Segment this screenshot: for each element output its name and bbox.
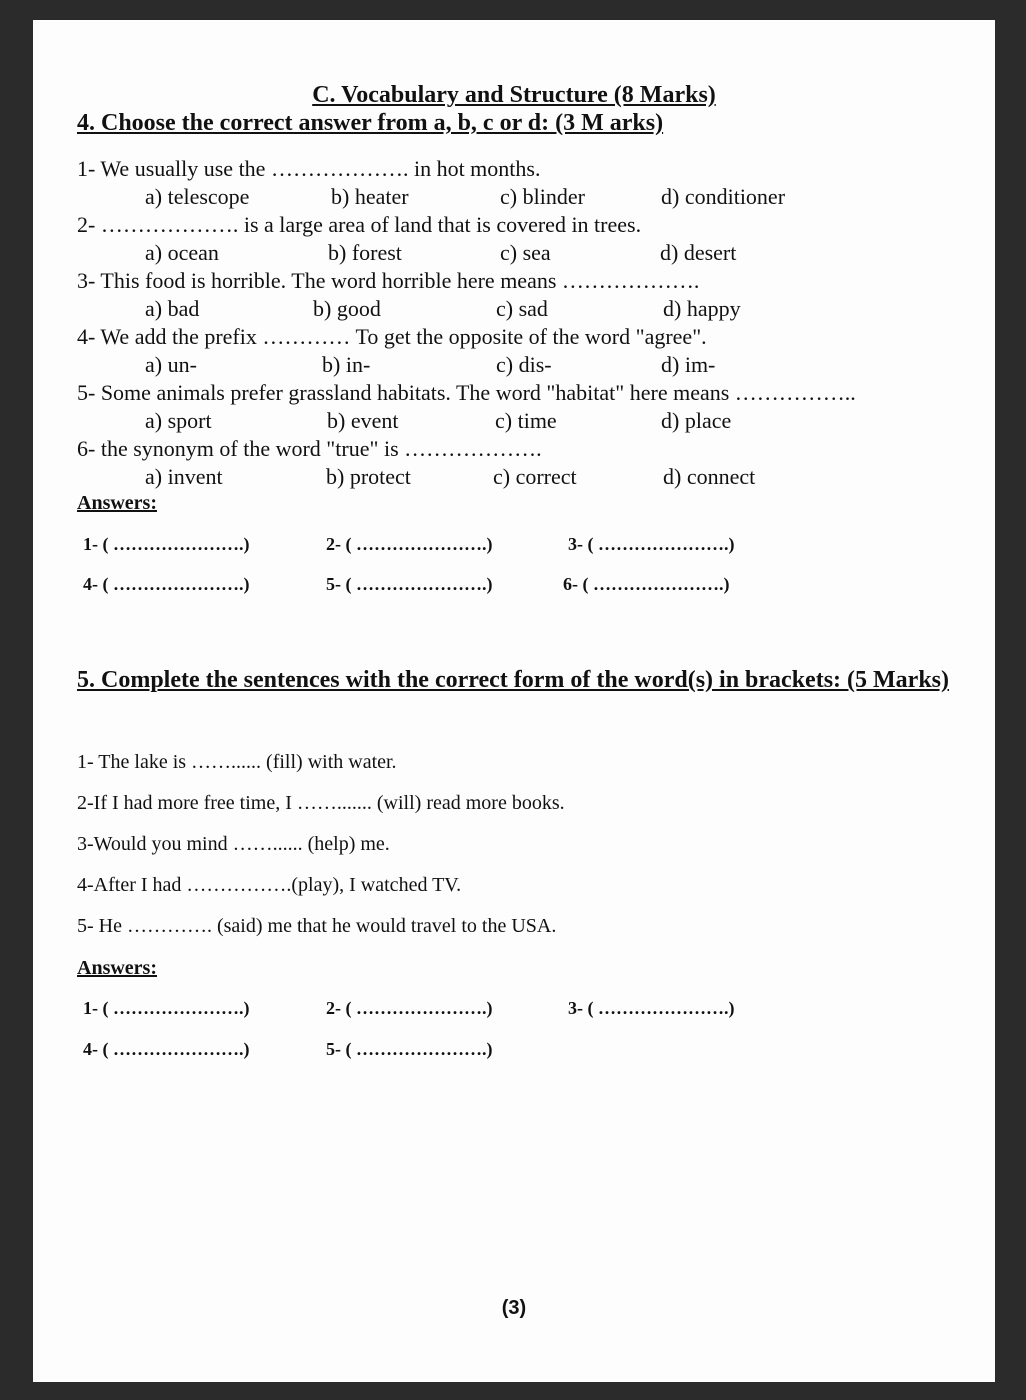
q5-answer-1: 1- ( ………………….) bbox=[83, 998, 250, 1018]
q4-answer-2: 2- ( ………………….) bbox=[326, 534, 493, 554]
q5-answer-3: 3- ( ………………….) bbox=[568, 998, 735, 1018]
mcq-2-option-b: b) forest bbox=[328, 240, 402, 265]
mcq-1-option-a: a) telescope bbox=[145, 184, 250, 209]
sentence-3: 3-Would you mind ……...... (help) me. bbox=[77, 833, 390, 855]
mcq-6-option-d: d) connect bbox=[663, 464, 756, 489]
mcq-5-option-c: c) time bbox=[495, 408, 557, 433]
mcq-4-option-c: c) dis- bbox=[496, 352, 552, 377]
sentence-4: 4-After I had …………….(play), I watched TV. bbox=[77, 874, 462, 896]
q4-answer-6: 6- ( ………………….) bbox=[563, 574, 730, 594]
q4-answer-4: 4- ( ………………….) bbox=[83, 574, 250, 594]
q5-answer-4: 4- ( ………………….) bbox=[83, 1039, 250, 1059]
section-title: C. Vocabulary and Structure (8 Marks) bbox=[312, 82, 716, 108]
q4-answer-1: 1- ( ………………….) bbox=[83, 534, 250, 554]
q5-answer-2: 2- ( ………………….) bbox=[326, 998, 493, 1018]
mcq-3-option-a: a) bad bbox=[145, 296, 200, 321]
q5-answers-label: Answers: bbox=[77, 957, 157, 979]
mcq-6-option-a: a) invent bbox=[145, 464, 223, 489]
mcq-2-option-a: a) ocean bbox=[145, 240, 219, 265]
mcq-1-option-c: c) blinder bbox=[500, 184, 585, 209]
mcq-question-5: 5- Some animals prefer grassland habitats. The word "habitat" here means …………….. bbox=[77, 380, 856, 405]
mcq-3-option-d: d) happy bbox=[663, 296, 741, 321]
mcq-3-option-c: c) sad bbox=[496, 296, 548, 321]
sentence-1: 1- The lake is ……...... (fill) with water. bbox=[77, 751, 397, 773]
question-5-heading: 5. Complete the sentences with the correct form of the word(s) in brackets: (5 Marks) bbox=[77, 667, 950, 693]
q5-answer-5: 5- ( ………………….) bbox=[326, 1039, 493, 1059]
mcq-5-option-d: d) place bbox=[661, 408, 732, 433]
sentence-5: 5- He …………. (said) me that he would travel to the USA. bbox=[77, 915, 557, 937]
mcq-1-option-b: b) heater bbox=[331, 184, 409, 209]
mcq-4-option-a: a) un- bbox=[145, 352, 197, 377]
page-number: (3) bbox=[501, 1297, 527, 1319]
mcq-question-6: 6- the synonym of the word "true" is ………………. bbox=[77, 436, 542, 461]
mcq-question-4: 4- We add the prefix ………… To get the opposite of the word "agree". bbox=[77, 324, 707, 349]
mcq-5-option-b: b) event bbox=[327, 408, 399, 433]
mcq-5-option-a: a) sport bbox=[145, 408, 212, 433]
q4-answer-3: 3- ( ………………….) bbox=[568, 534, 735, 554]
mcq-question-3: 3- This food is horrible. The word horrible here means ………………. bbox=[77, 268, 700, 293]
mcq-2-option-d: d) desert bbox=[660, 240, 737, 265]
q4-answers-label: Answers: bbox=[77, 492, 157, 514]
mcq-4-option-d: d) im- bbox=[661, 352, 716, 377]
mcq-question-1: 1- We usually use the ………………. in hot months. bbox=[77, 156, 541, 181]
mcq-2-option-c: c) sea bbox=[500, 240, 551, 265]
exam-page bbox=[33, 20, 995, 1382]
q4-answer-5: 5- ( ………………….) bbox=[326, 574, 493, 594]
mcq-3-option-b: b) good bbox=[313, 296, 381, 321]
mcq-question-2: 2- ………………. is a large area of land that is covered in trees. bbox=[77, 212, 642, 237]
question-4-heading: 4. Choose the correct answer from a, b, c or d: (3 M arks) bbox=[77, 110, 664, 136]
mcq-1-option-d: d) conditioner bbox=[661, 184, 786, 209]
mcq-6-option-b: b) protect bbox=[326, 464, 411, 489]
mcq-4-option-b: b) in- bbox=[322, 352, 371, 377]
sentence-2: 2-If I had more free time, I ……....... (will) read more books. bbox=[77, 792, 565, 814]
mcq-6-option-c: c) correct bbox=[493, 464, 577, 489]
